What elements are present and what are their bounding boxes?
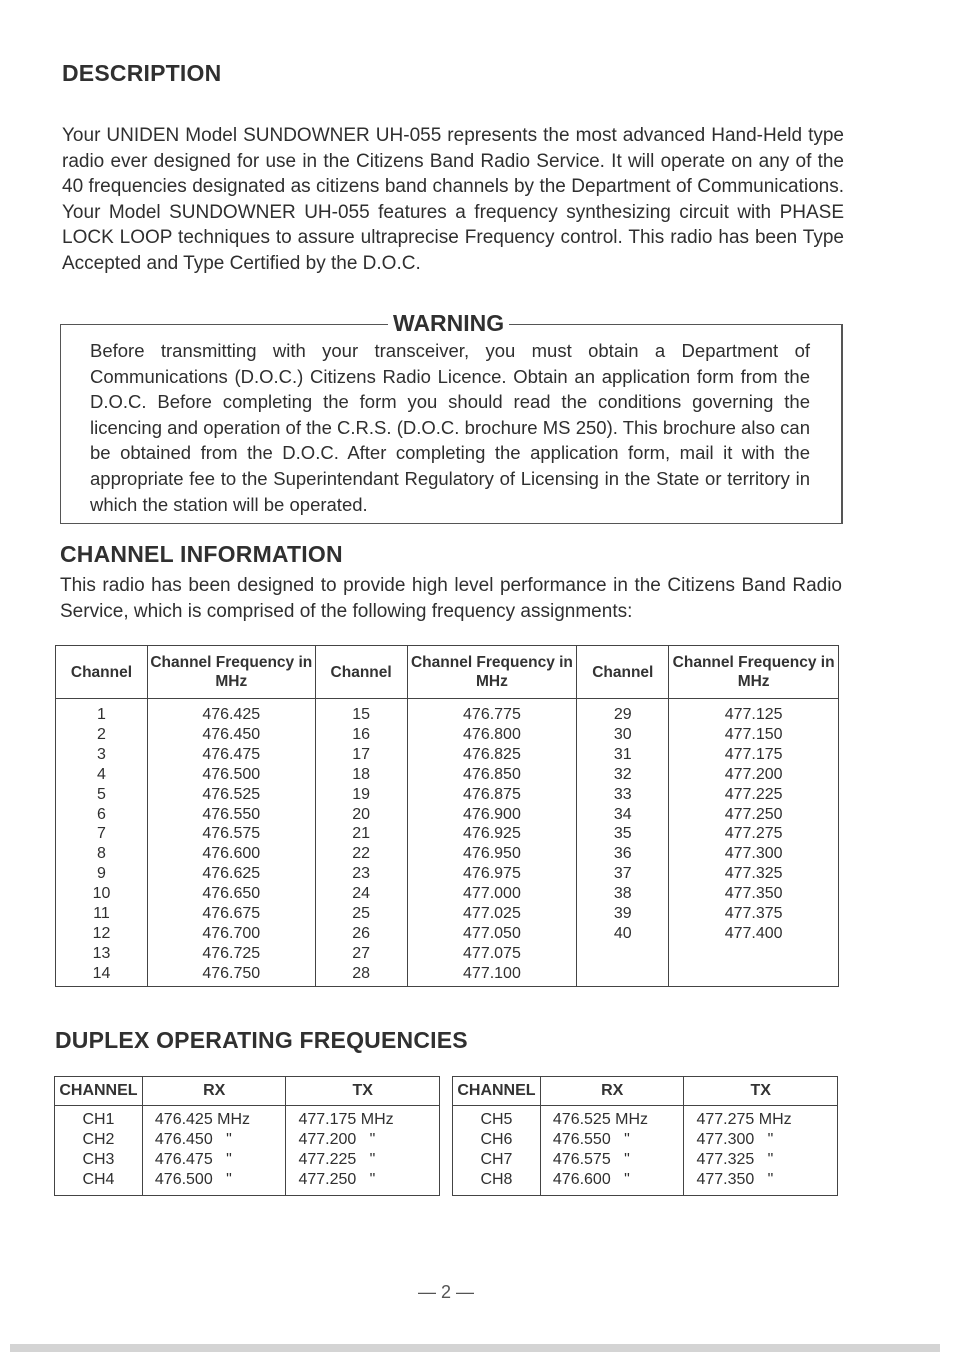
channel-numbers-29-40: 29 30 31 32 33 34 35 36 37 38 39 40 — [577, 699, 669, 987]
frequencies-15-28: 476.775 476.800 476.825 476.850 476.875 476.900 476.925 476.950 476.975 477.000 477.025 477.050 477.075 477.100 — [407, 699, 577, 987]
channel-numbers-15-28: 15 16 17 18 19 20 21 22 23 24 25 26 27 28 — [315, 699, 407, 987]
channel-numbers-1-14: 1 2 3 4 5 6 7 8 9 10 11 12 13 14 — [56, 699, 148, 987]
channel-frequency-table — [55, 645, 839, 987]
frequency-column-header: Channel Frequency in MHz — [669, 646, 839, 699]
warning-title: WARNING — [388, 310, 509, 337]
channel-column-header: CHANNEL — [453, 1077, 541, 1106]
channel-information-paragraph: This radio has been designed to provide high level performance in the Citizens Band Radio Service, which is comprised of the following frequency assignments: — [60, 575, 842, 622]
rx-column-header: RX — [142, 1077, 286, 1106]
duplex-rx-values: 476.425 MHz 476.450 " 476.475 " 476.500 " — [142, 1106, 286, 1196]
channel-information-heading: CHANNEL INFORMATION — [60, 541, 343, 567]
tx-column-header: TX — [286, 1077, 440, 1106]
frequency-column-header: Channel Frequency in MHz — [407, 646, 577, 699]
duplex-channels: CH5 CH6 CH7 CH8 — [453, 1106, 541, 1196]
warning-paragraph: Before transmitting with your transceiver, you must obtain a Department of Communications (D.O.C.) Citizens Radio Licence. Obtain an application form from the D.O.C. Before completing the form you should read the conditions governing the licencing and operation of the C.R.S. (D.O.C. brochure MS 250). This brochure also can be obtained from the D.O.C. After completing the application form, mail it with the appropriate fee to the Superintendant Regulatory of Licensing in the State or territory in which the station will be operated. — [90, 340, 810, 515]
channel-column-header: Channel — [315, 646, 407, 699]
table-row — [56, 699, 839, 987]
duplex-table-left — [54, 1076, 440, 1196]
table-header-row — [453, 1077, 838, 1106]
description-paragraph: Your UNIDEN Model SUNDOWNER UH-055 represents the most advanced Hand-Held type radio ever designed for use in the Citizens Band Radio Service. It will operate on any of the 40 frequencies designated as citizens band channels by the Department of Communications. Your Model SUNDOWNER UH-055 features a frequency synthesizing circuit with PHASE LOCK LOOP techniques to assure ultraprecise Frequency control. This radio has been Type Accepted and Type Certified by the D.O.C. — [62, 125, 844, 274]
description-heading: DESCRIPTION — [62, 60, 222, 86]
duplex-frequencies-heading: DUPLEX OPERATING FREQUENCIES — [55, 1027, 468, 1053]
table-row — [453, 1106, 838, 1196]
page-number: — 2 — — [418, 1282, 475, 1302]
frequency-column-header: Channel Frequency in MHz — [147, 646, 315, 699]
duplex-table-right — [452, 1076, 838, 1196]
tx-column-header: TX — [684, 1077, 838, 1106]
table-header-row — [56, 646, 839, 699]
frequencies-29-40: 477.125 477.150 477.175 477.200 477.225 477.250 477.275 477.300 477.325 477.350 477.375 477.400 — [669, 699, 839, 987]
table-header-row — [55, 1077, 440, 1106]
channel-column-header: CHANNEL — [55, 1077, 143, 1106]
channel-column-header: Channel — [56, 646, 148, 699]
table-row — [55, 1106, 440, 1196]
duplex-tx-values: 477.275 MHz 477.300 " 477.325 " 477.350 " — [684, 1106, 838, 1196]
duplex-tx-values: 477.175 MHz 477.200 " 477.225 " 477.250 " — [286, 1106, 440, 1196]
scan-edge-bar — [10, 1344, 940, 1352]
duplex-rx-values: 476.525 MHz 476.550 " 476.575 " 476.600 " — [540, 1106, 684, 1196]
rx-column-header: RX — [540, 1077, 684, 1106]
duplex-channels: CH1 CH2 CH3 CH4 — [55, 1106, 143, 1196]
channel-column-header: Channel — [577, 646, 669, 699]
frequencies-1-14: 476.425 476.450 476.475 476.500 476.525 476.550 476.575 476.600 476.625 476.650 476.675 476.700 476.725 476.750 — [147, 699, 315, 987]
